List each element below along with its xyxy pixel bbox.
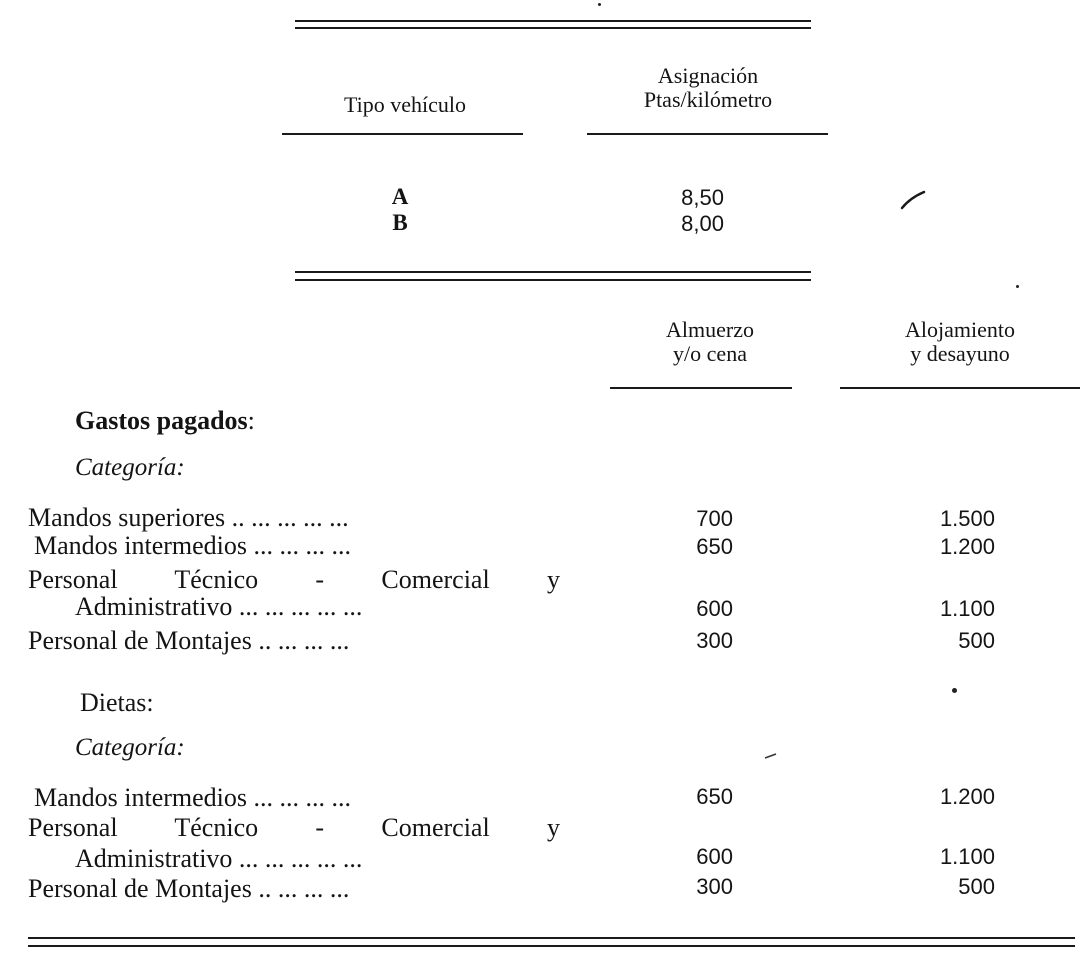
gastos-row-almuerzo-administrativo: 600 xyxy=(696,596,733,621)
header-alojamiento-underline xyxy=(840,387,1080,389)
section-gastos-pagados xyxy=(75,406,255,436)
category-label-gastos: Categoría: xyxy=(75,454,185,481)
header-almuerzo-underline xyxy=(610,387,792,389)
stray-pen-mark xyxy=(898,188,928,212)
gastos-row-label-administrativo: Administrativo ... ... ... ... ... xyxy=(75,592,363,621)
header-tipo-underline xyxy=(282,133,523,135)
gastos-row-almuerzo-personal-montajes: 300 xyxy=(696,628,733,653)
dietas-row-alojamiento-administrativo: 1.100 xyxy=(939,844,995,869)
expense-table-bottom-rule-2 xyxy=(28,945,1075,947)
dietas-row-almuerzo-mandos-intermedios: 650 xyxy=(696,784,733,809)
scan-speck xyxy=(1016,285,1019,288)
header-alojamiento-line1: Alojamiento xyxy=(905,317,1015,342)
gastos-row-alojamiento-mandos-intermedios: 1.200 xyxy=(939,534,995,559)
section-dietas: Dietas: xyxy=(80,688,154,717)
header-asignacion-underline xyxy=(587,133,828,135)
vehicle-rate-a: 8,50 xyxy=(681,185,724,210)
vehicle-table-top-rule-2 xyxy=(295,27,811,29)
expense-table-bottom-rule-1 xyxy=(28,937,1075,939)
gastos-row-alojamiento-mandos-superiores: 1.500 xyxy=(939,506,995,531)
vehicle-table-bottom-rule-1 xyxy=(295,271,811,273)
vehicle-type-a: A xyxy=(391,184,409,209)
dietas-row-label-administrativo: Administrativo ... ... ... ... ... xyxy=(75,844,363,873)
scan-speck xyxy=(598,3,601,6)
header-asignacion-line1: Asignación xyxy=(657,63,759,88)
gastos-row-label-mandos-superiores: Mandos superiores .. ... ... ... ... xyxy=(28,503,349,532)
dietas-row-label-mandos-intermedios: Mandos intermedios ... ... ... ... xyxy=(34,783,352,812)
gastos-row-label-personal-montajes: Personal de Montajes .. ... ... ... xyxy=(28,626,350,655)
vehicle-table-top-rule-1 xyxy=(295,20,811,22)
gastos-row-label-mandos-intermedios: Mandos intermedios ... ... ... ... xyxy=(34,531,352,560)
gastos-row-label-personal-tecnico: Personal Técnico - Comercial y xyxy=(28,565,560,594)
gastos-row-almuerzo-mandos-intermedios: 650 xyxy=(696,534,733,559)
header-almuerzo-line2: y/o cena xyxy=(673,341,747,366)
gastos-row-alojamiento-administrativo: 1.100 xyxy=(939,596,995,621)
header-almuerzo-line1: Almuerzo xyxy=(666,317,754,342)
vehicle-rate-b: 8,00 xyxy=(681,211,724,236)
stray-pen-mark xyxy=(764,752,778,760)
scan-speck xyxy=(952,688,957,693)
dietas-row-almuerzo-personal-montajes: 300 xyxy=(696,874,733,899)
header-asignacion-line2: Ptas/kilómetro xyxy=(643,87,773,112)
dietas-row-label-personal-montajes: Personal de Montajes .. ... ... ... xyxy=(28,874,350,903)
gastos-row-almuerzo-mandos-superiores: 700 xyxy=(696,506,733,531)
category-label-dietas: Categoría: xyxy=(75,734,185,761)
vehicle-type-b: B xyxy=(392,210,408,235)
header-alojamiento xyxy=(845,318,1075,366)
header-alojamiento-line2: y desayuno xyxy=(910,341,1010,366)
header-almuerzo xyxy=(610,318,810,366)
section-gastos-pagados-colon: : xyxy=(247,406,255,435)
dietas-row-almuerzo-administrativo: 600 xyxy=(696,844,733,869)
vehicle-table-bottom-rule-2 xyxy=(295,279,811,281)
gastos-row-alojamiento-personal-montajes: 500 xyxy=(958,628,995,653)
header-asignacion xyxy=(600,64,816,112)
dietas-row-alojamiento-mandos-intermedios: 1.200 xyxy=(939,784,995,809)
section-gastos-pagados-title: Gastos pagados xyxy=(75,406,248,435)
dietas-row-label-personal-tecnico: Personal Técnico - Comercial y xyxy=(28,813,560,842)
dietas-row-alojamiento-personal-montajes: 500 xyxy=(958,874,995,899)
header-tipo-vehiculo: Tipo vehículo xyxy=(343,92,467,117)
